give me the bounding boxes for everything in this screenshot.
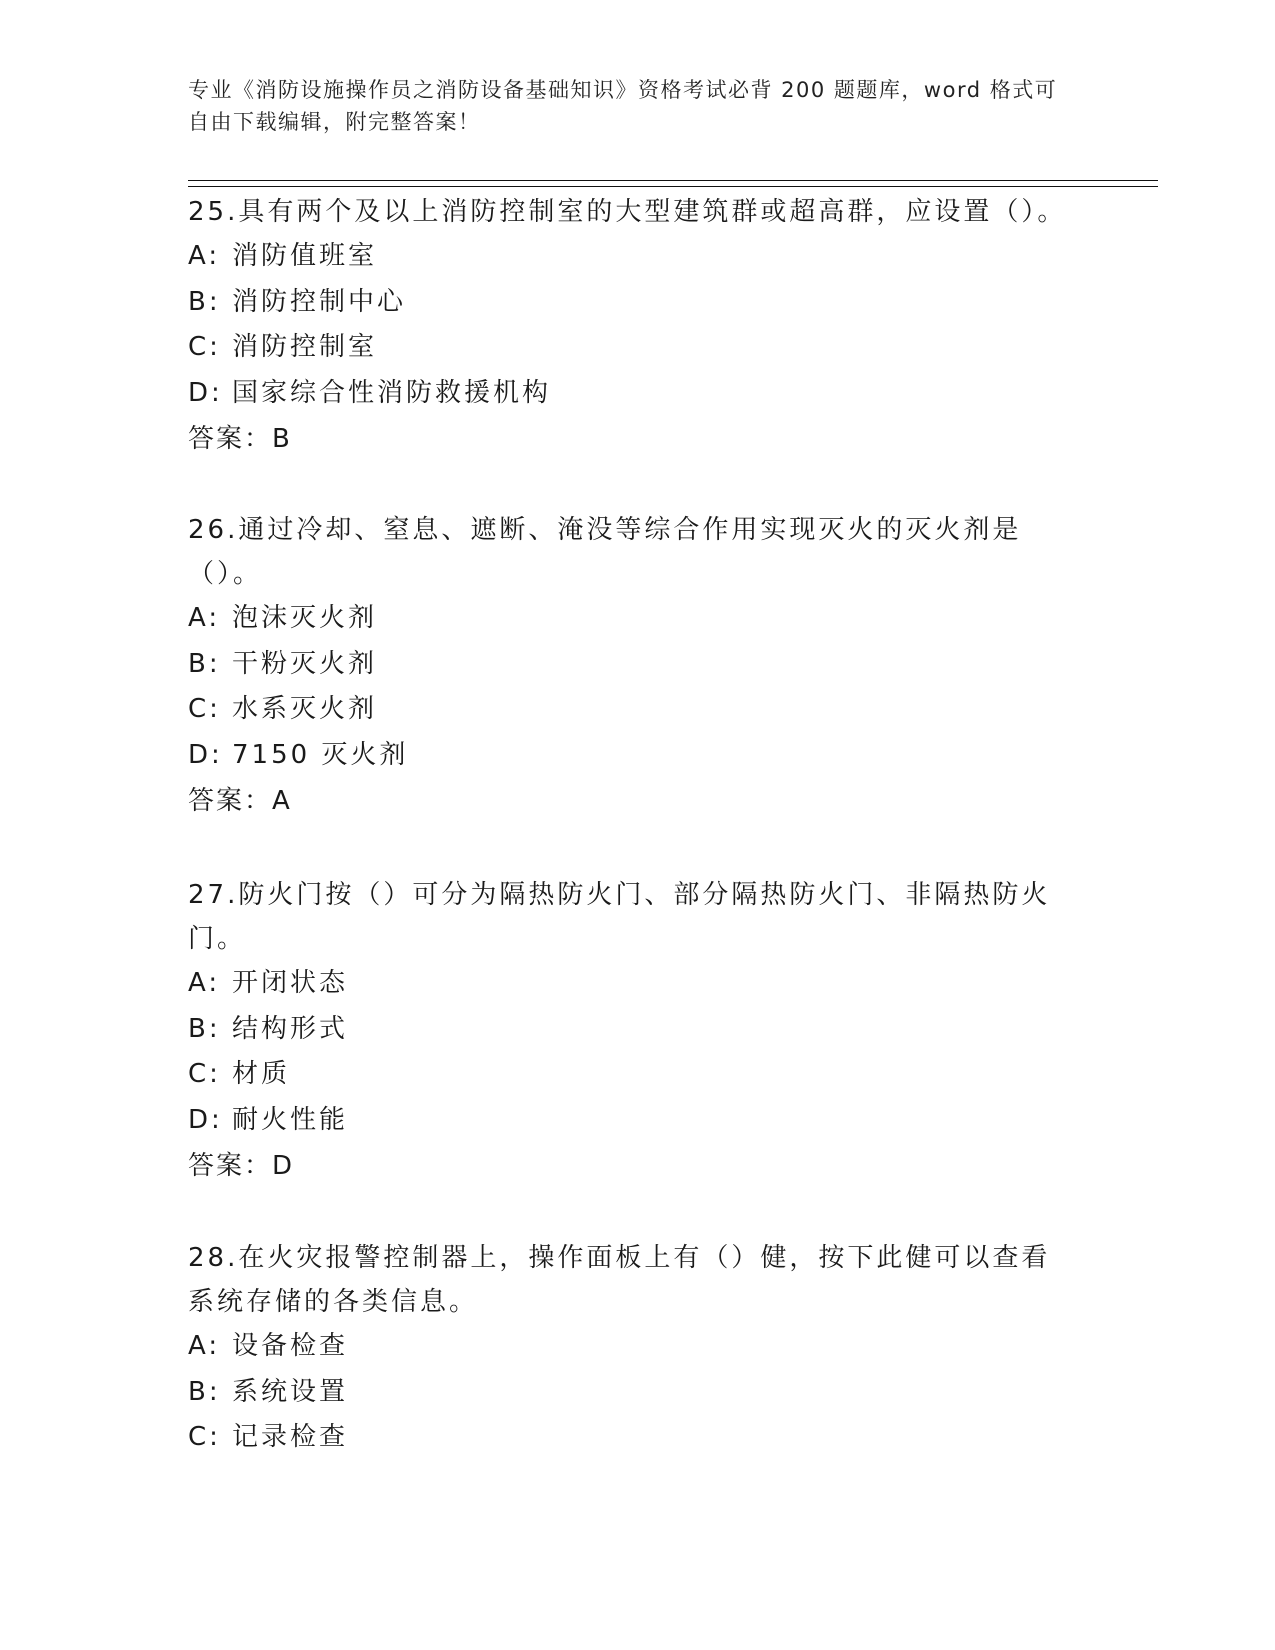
option-text: 7150 灭火剂 bbox=[232, 739, 409, 770]
option-a bbox=[188, 234, 1078, 280]
option-key: D: bbox=[188, 1104, 223, 1135]
option-text: 记录检查 bbox=[232, 1422, 349, 1452]
option-text: 消防控制中心 bbox=[232, 286, 407, 317]
question-26 bbox=[188, 508, 1078, 824]
option-text: 系统设置 bbox=[232, 1376, 349, 1407]
option-key: B: bbox=[188, 1376, 221, 1407]
option-key: C: bbox=[188, 1059, 221, 1089]
option-key: D: bbox=[188, 739, 223, 770]
option-a bbox=[188, 596, 1078, 642]
question-stem: 28.在火灾报警控制器上，操作面板上有（）健，按下此健可以查看系统存储的各类信息。 bbox=[188, 1243, 1051, 1317]
option-text: 泡沫灭火剂 bbox=[232, 603, 378, 633]
option-c bbox=[188, 1052, 1078, 1098]
option-c bbox=[188, 687, 1078, 733]
option-c bbox=[188, 1415, 1078, 1461]
answer: 答案：A bbox=[188, 786, 292, 816]
header-divider-bottom bbox=[188, 186, 1158, 187]
option-text: 国家综合性消防救援机构 bbox=[232, 377, 552, 408]
option-key: B: bbox=[188, 1013, 221, 1044]
option-text: 结构形式 bbox=[232, 1013, 349, 1044]
option-text: 设备检查 bbox=[232, 1331, 349, 1361]
question-stem: 25.具有两个及以上消防控制室的大型建筑群或超高群，应设置（）。 bbox=[188, 197, 1067, 227]
option-a bbox=[188, 1324, 1078, 1370]
question-28 bbox=[188, 1236, 1078, 1461]
option-key: C: bbox=[188, 694, 221, 724]
option-key: D: bbox=[188, 377, 223, 408]
option-key: B: bbox=[188, 648, 221, 679]
document-header: 专业《消防设施操作员之消防设备基础知识》资格考试必背 200 题题库，word 格式可自由下载编辑，附完整答案！ bbox=[188, 78, 1058, 134]
option-b bbox=[188, 1007, 1078, 1053]
option-key: C: bbox=[188, 332, 221, 362]
option-key: C: bbox=[188, 1422, 221, 1452]
option-key: A: bbox=[188, 603, 221, 633]
option-c bbox=[188, 325, 1078, 371]
option-text: 材质 bbox=[232, 1059, 291, 1089]
question-stem: 26.通过冷却、窒息、遮断、淹没等综合作用实现灭火的灭火剂是（）。 bbox=[188, 515, 1022, 589]
option-d bbox=[188, 371, 1078, 417]
option-b bbox=[188, 280, 1078, 326]
option-d bbox=[188, 733, 1078, 779]
option-key: B: bbox=[188, 286, 221, 317]
option-text: 开闭状态 bbox=[232, 968, 349, 998]
option-text: 耐火性能 bbox=[232, 1104, 349, 1135]
question-25 bbox=[188, 190, 1078, 462]
answer: 答案：D bbox=[188, 1151, 295, 1181]
option-text: 水系灭火剂 bbox=[232, 694, 378, 724]
option-b bbox=[188, 1370, 1078, 1416]
question-stem: 27.防火门按（）可分为隔热防火门、部分隔热防火门、非隔热防火门。 bbox=[188, 880, 1051, 954]
option-key: A: bbox=[188, 968, 221, 998]
answer: 答案：B bbox=[188, 424, 292, 454]
option-text: 干粉灭火剂 bbox=[232, 648, 378, 679]
question-27 bbox=[188, 873, 1078, 1189]
option-key: A: bbox=[188, 241, 221, 271]
option-text: 消防控制室 bbox=[232, 332, 378, 362]
option-text: 消防值班室 bbox=[232, 241, 378, 271]
option-d bbox=[188, 1098, 1078, 1144]
option-key: A: bbox=[188, 1331, 221, 1361]
option-a bbox=[188, 961, 1078, 1007]
option-b bbox=[188, 642, 1078, 688]
header-divider-top bbox=[188, 180, 1158, 181]
